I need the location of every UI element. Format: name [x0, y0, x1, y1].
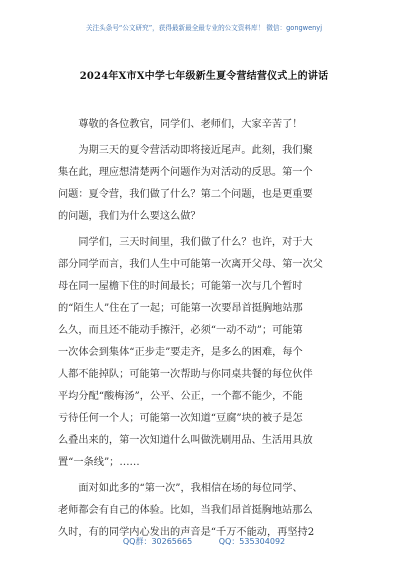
header-notice: 关注头条号“公文研究”，获得最新最全最专业的公文资料库！ 微信：gongwenyj — [85, 24, 323, 32]
paragraph-line: 亏待任何一个人；可能第一次知道“豆腐”块的被子是怎 — [58, 413, 303, 424]
paragraph-line: 老师都会有自己的体验。比如，当我们昂首挺胸地站那么 — [58, 505, 313, 516]
paragraph-line: 的问题，我们为什么要这么做？ — [58, 211, 201, 222]
paragraph-line: 久时，有的同学内心发出的声音是“千万不能动，再坚持2 — [58, 527, 315, 538]
paragraph-line: 同学们，三天时间里，我们做了什么？也许，对于大 — [58, 237, 313, 248]
paragraph-line: 么久，而且还不能动手擦汗，必须“一动不动”；可能第 — [58, 325, 303, 336]
document-title: 2024年X市X中学七年级新生夏令营结营仪式上的讲话 — [79, 71, 329, 82]
paragraph-line: 的“陌生人”住在了一起；可能第一次要昂首挺胸地站那 — [58, 303, 303, 314]
paragraph-line: 问题：夏令营，我们做了什么？第二个问题，也是更重要 — [58, 189, 313, 200]
paragraph — [58, 232, 358, 474]
paragraph-line: 母在同一屋檐下住的时间最长；可能第一次与几个暂时 — [58, 281, 303, 292]
footer-qq: QQ：535304092 — [218, 537, 286, 546]
paragraph-line: 尊敬的各位教官，同学们、老师们，大家辛苦了！ — [58, 119, 303, 130]
paragraph-line: 置“一条线”；…… — [58, 457, 140, 468]
paragraph-line: 一次体会到集体“正步走”要走齐，是多么的困难，每个 — [58, 347, 303, 358]
paragraph-line: 面对如此多的“第一次”，我相信在场的每位同学、 — [58, 483, 303, 494]
paragraph-line: 平均分配“酸梅汤”，公平、公正，一个都不能少，不能 — [58, 391, 303, 402]
footer-qq-group: QQ群：30265665 — [122, 537, 193, 546]
paragraph — [58, 140, 358, 228]
footer-contact — [0, 536, 408, 547]
paragraph-line: 集在此，理应想清楚两个问题作为对活动的反思。第一个 — [58, 167, 313, 178]
paragraph — [58, 478, 358, 544]
paragraph-line: 人都不能掉队；可能第一次帮助与你同桌共餐的每位伙伴 — [58, 369, 313, 380]
paragraph-line: 部分同学而言，我们人生中可能第一次离开父母、第一次父 — [58, 259, 323, 270]
paragraph-line: 为期三天的夏令营活动即将接近尾声。此刻，我们聚 — [58, 145, 313, 156]
paragraph-line: 么叠出来的，第一次知道什么叫做洗刷用品、生活用具放 — [58, 435, 313, 446]
paragraph — [58, 114, 358, 136]
document-body — [58, 114, 358, 544]
